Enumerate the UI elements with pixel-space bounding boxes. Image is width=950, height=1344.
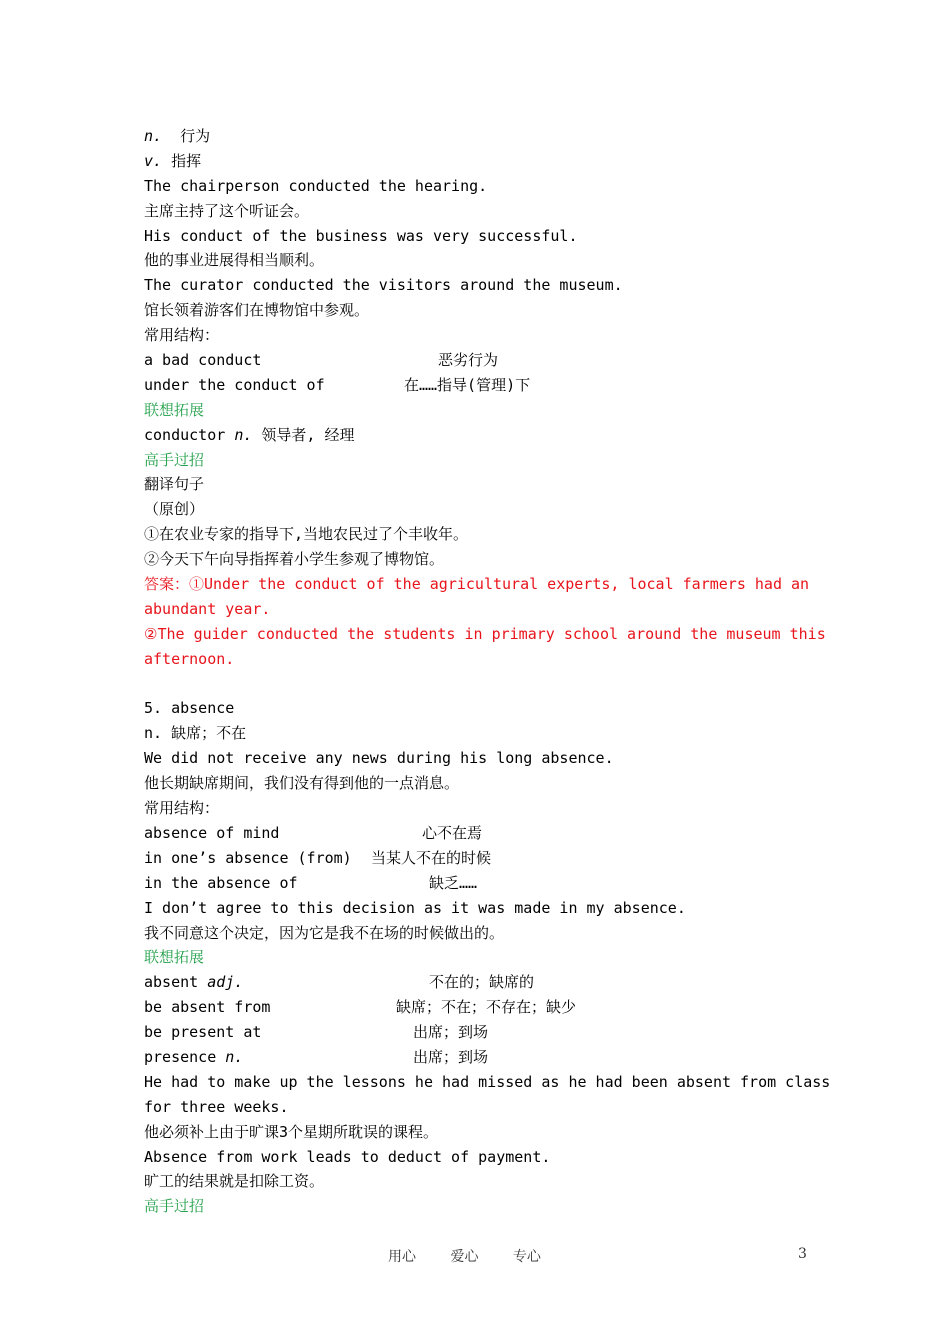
example-en: Absence from work leads to deduct of payment.	[144, 1147, 551, 1166]
word: conductor	[144, 425, 226, 444]
answer-line: abundant year.	[144, 599, 271, 618]
example-en: The chairperson conducted the hearing.	[144, 176, 488, 195]
example-en: The curator conducted the visitors around the museum.	[144, 276, 623, 295]
pos-label: n.	[225, 1047, 244, 1066]
phrase-meaning: 出席；到场	[413, 1023, 489, 1042]
answer-line: afternoon.	[144, 649, 235, 668]
phrase-row	[144, 373, 804, 398]
phrase: in one’s absence (from)	[144, 848, 352, 867]
heading-expansion: 联想拓展	[144, 400, 205, 419]
page-number: 3	[798, 1246, 807, 1262]
definition: 行为	[180, 127, 211, 145]
example-zh: 主席主持了这个听证会。	[144, 201, 310, 220]
heading-expansion: 联想拓展	[144, 948, 205, 967]
word-entry	[144, 423, 804, 448]
footer-motto	[388, 1246, 571, 1266]
example-zh: 旷工的结果就是扣除工资。	[144, 1172, 325, 1191]
definition: 领导者, 经理	[261, 425, 355, 444]
phrase-meaning: 出席；到场	[413, 1047, 489, 1066]
heading-practice: 高手过招	[144, 1197, 205, 1216]
example-en: for three weeks.	[144, 1097, 289, 1116]
example-en: He had to make up the lessons he had missed as he had been absent from class	[144, 1072, 831, 1091]
exercise-title: 翻译句子	[144, 475, 205, 494]
phrase: absence of mind	[144, 823, 280, 842]
section-label: 常用结构：	[144, 326, 220, 345]
pos-label: n.	[144, 127, 163, 145]
phrase-meaning: 在……指导(管理)下	[404, 375, 531, 394]
example-en: I don’t agree to this decision as it was made in my absence.	[144, 898, 686, 917]
phrase-row	[144, 1045, 804, 1070]
word: presence	[144, 1047, 217, 1066]
example-zh: 馆长领着游客们在博物馆中参观。	[144, 301, 370, 320]
phrase-row	[144, 348, 804, 373]
blank-line	[144, 672, 804, 697]
phrase: under the conduct of	[144, 375, 325, 394]
footer-word: 用心	[388, 1249, 416, 1265]
example-zh: 他长期缺席期间，我们没有得到他的一点消息。	[144, 774, 460, 793]
pos-label: v.	[144, 151, 163, 170]
exercise-item: ①在农业专家的指导下,当地农民过了个丰收年。	[144, 525, 469, 544]
definition-line: n. 缺席；不在	[144, 724, 247, 743]
example-en: His conduct of the business was very successful.	[144, 226, 578, 245]
pos-label: n.	[234, 425, 253, 444]
page-footer	[0, 1246, 950, 1270]
phrase-row	[144, 871, 804, 896]
phrase-row	[144, 970, 804, 995]
heading-practice: 高手过招	[144, 450, 205, 469]
example-zh: 我不同意这个决定，因为它是我不在场的时候做出的。	[144, 923, 505, 942]
word: absent	[144, 973, 199, 992]
example-zh: 他必须补上由于旷课3个星期所耽误的课程。	[144, 1122, 439, 1141]
answer-line: 答案：①Under the conduct of the agricultural experts, local farmers had an	[144, 575, 810, 594]
phrase-meaning: 不在的；缺席的	[429, 973, 535, 992]
definition: 指挥	[171, 151, 202, 170]
phrase-row	[144, 846, 804, 871]
phrase-row	[144, 821, 804, 846]
exercise-source: （原创）	[144, 500, 205, 519]
section-label: 常用结构：	[144, 799, 220, 818]
phrase-row	[144, 1020, 804, 1045]
example-en: We did not receive any news during his long absence.	[144, 749, 614, 768]
document-body	[144, 124, 831, 1219]
exercise-item: ②今天下午向导指挥着小学生参观了博物馆。	[144, 550, 445, 569]
phrase: be absent from	[144, 998, 271, 1017]
phrase-meaning: 心不在焉	[422, 823, 483, 842]
phrase-meaning: 缺乏……	[429, 873, 478, 892]
phrase-row	[144, 995, 804, 1020]
phrase-meaning: 缺席；不在；不存在；缺少	[396, 998, 577, 1017]
pos-label: adj.	[207, 973, 244, 992]
pos-line-noun	[144, 124, 804, 149]
phrase-meaning: 当某人不在的时候	[371, 848, 492, 867]
example-zh: 他的事业进展得相当顺利。	[144, 251, 325, 270]
phrase-meaning: 恶劣行为	[438, 351, 499, 370]
entry-heading: 5. absence	[144, 699, 235, 718]
answer-line: ②The guider conducted the students in primary school around the museum this	[144, 624, 826, 643]
phrase: in the absence of	[144, 873, 298, 892]
phrase: be present at	[144, 1023, 262, 1042]
footer-word: 专心	[512, 1249, 541, 1265]
footer-word: 爱心	[450, 1249, 479, 1265]
pos-line-verb	[144, 149, 804, 174]
phrase: a bad conduct	[144, 351, 262, 370]
